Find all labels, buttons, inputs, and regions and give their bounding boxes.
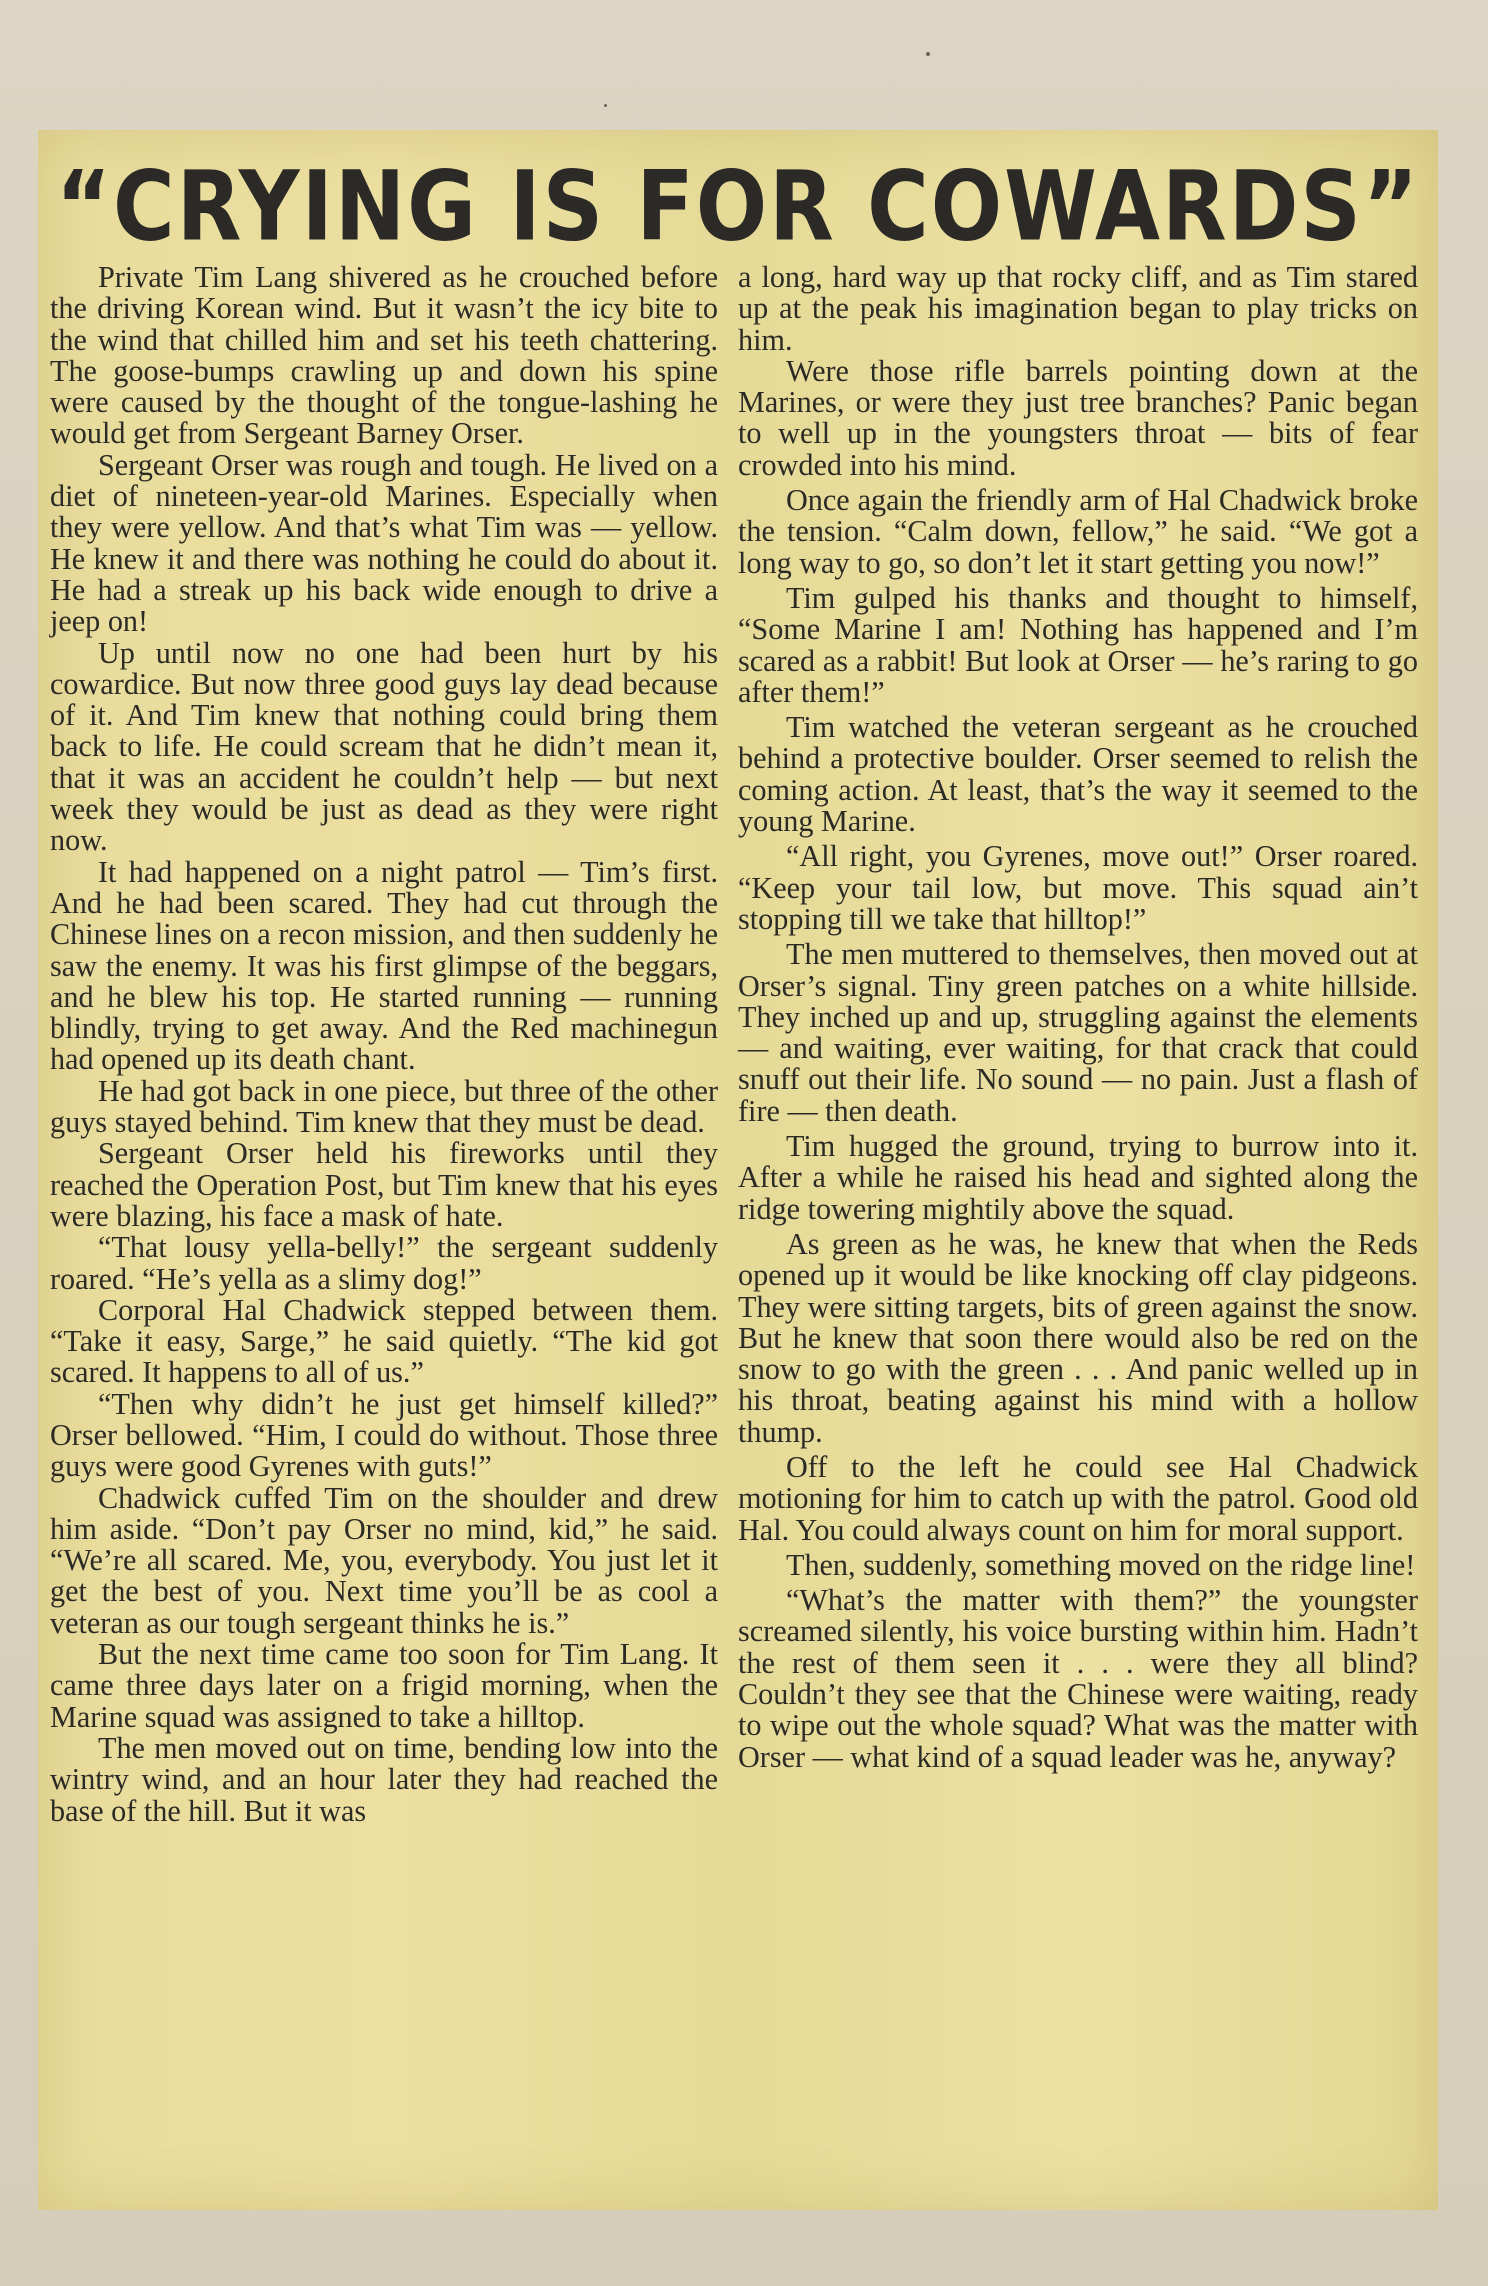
paragraph: Off to the left he could see Hal Chadwick motioning for him to catch up with the patrol. Good old Hal. You could always count on him for moral support. bbox=[738, 1449, 1418, 1547]
paper-speck bbox=[604, 104, 607, 107]
paragraph: “All right, you Gyrenes, move out!” Orser roared. “Keep your tail low, but move. This squad ain’t stopping till we take that hilltop!” bbox=[738, 839, 1418, 936]
paragraph: “Then why didn’t he just get himself killed?” Orser bellowed. “Him, I could do without. Those three guys were good Gyrenes with guts!” bbox=[50, 1386, 718, 1484]
paragraph: Sergeant Orser was rough and tough. He lived on a diet of nineteen-year-old Marines. Especially when they were yellow. And that’s what Tim was — yellow. He knew it and there was nothing he could do about it. He had a streak up his back wide enough to drive a jeep on! bbox=[50, 447, 718, 639]
story-title: “CRYING IS FOR COWARDS” bbox=[55, 150, 1421, 263]
paper-speck bbox=[926, 52, 930, 56]
paragraph: Tim gulped his thanks and thought to himself, “Some Marine I am! Nothing has happened and I’m scared as a rabbit! But look at Orser — he’s raring to go after them!” bbox=[738, 580, 1418, 709]
paragraph: “That lousy yella-belly!” the sergeant suddenly roared. “He’s yella as a slimy dog!” bbox=[50, 1230, 718, 1296]
paragraph: a long, hard way up that rocky cliff, and as Tim stared up at the peak his imagination began to play tricks on him. bbox=[738, 260, 1418, 357]
paragraph: It had happened on a night patrol — Tim’s first. And he had been scared. They had cut through the Chinese lines on a recon mission, and then suddenly he saw the enemy. It was his first glimpse of the beggars, and he blew his top. He started running — running blindly, trying to get away. And the Red machinegun had opened up its death chant. bbox=[50, 854, 718, 1077]
paragraph: The men muttered to themselves, then moved out at Orser’s signal. Tiny green patches on a white hillside. They inched up and up, struggling against the elements — and waiting, ever waiting, for that crack that could snuff out their life. No sound — no pain. Just a flash of fire — then death. bbox=[738, 937, 1418, 1128]
paragraph: Once again the friendly arm of Hal Chadwick broke the tension. “Calm down, fellow,” he said. “We got a long way to go, so don’t let it start getting you now!” bbox=[738, 483, 1418, 580]
paragraph: Sergeant Orser held his fireworks until they reached the Operation Post, but Tim knew that his eyes were blazing, his face a mask of hate. bbox=[50, 1136, 718, 1233]
paragraph: Were those rifle barrels pointing down at the Marines, or were they just tree branches? Panic began to well up in the youngsters throat — bits of fear crowded into his mind. bbox=[738, 353, 1418, 482]
left-column bbox=[50, 262, 718, 1827]
paragraph: As green as he was, he knew that when the Reds opened up it would be like knocking off clay pidgeons. They were sitting targets, bits of green against the snow. But he knew that soon there would also be red on the snow to go with the green . . . And panic welled up in his throat, beating against his mind with a hollow thump. bbox=[738, 1226, 1418, 1449]
paragraph: Then, suddenly, something moved on the ridge line! bbox=[786, 1547, 1416, 1582]
paragraph: Private Tim Lang shivered as he crouched before the driving Korean wind. But it wasn’t the icy bite to the wind that chilled him and set his teeth chattering. The goose-bumps crawling up and down his spine were caused by the thought of the tongue-lashing he would get from Sergeant Barney Orser. bbox=[50, 260, 718, 451]
paragraph: Chadwick cuffed Tim on the shoulder and drew him aside. “Don’t pay Orser no mind, kid,” he said. “We’re all scared. Me, you, everybody. You just let it get the best of you. Next time you’ll be as cool a veteran as our tough sergeant thinks he is.” bbox=[50, 1480, 718, 1640]
paragraph: But the next time came too soon for Tim Lang. It came three days later on a frigid morning, when the Marine squad was assigned to take a hilltop. bbox=[50, 1637, 718, 1734]
paragraph: Up until now no one had been hurt by his cowardice. But now three good guys lay dead because of it. And Tim knew that nothing could bring them back to life. He could scream that he didn’t mean it, that it was an accident he couldn’t help — but next week they would be just as dead as they were right now. bbox=[50, 635, 718, 858]
paragraph: Corporal Hal Chadwick stepped between them. “Take it easy, Sarge,” he said quietly. “The kid got scared. It happens to all of us.” bbox=[50, 1292, 718, 1390]
paragraph: Tim watched the veteran sergeant as he crouched behind a protective boulder. Orser seemed to relish the coming action. At least, that’s the way it seemed to the young Marine. bbox=[738, 710, 1418, 839]
right-column bbox=[738, 262, 1418, 1773]
paragraph: The men moved out on time, bending low into the wintry wind, and an hour later they had reached the base of the hill. But it was bbox=[50, 1730, 718, 1828]
paragraph: Tim hugged the ground, trying to burrow into it. After a while he raised his head and sighted along the ridge towering mightily above the squad. bbox=[738, 1129, 1418, 1226]
paragraph: “What’s the matter with them?” the youngster screamed silently, his voice bursting within him. Hadn’t the rest of them seen it . . . were they all blind? Couldn’t they see that the Chinese were waiting, ready to wipe out the whole squad? What was the matter with Orser — what kind of a squad leader was he, anyway? bbox=[738, 1583, 1418, 1774]
paragraph: He had got back in one piece, but three of the other guys stayed behind. Tim knew that they must be dead. bbox=[50, 1073, 718, 1140]
